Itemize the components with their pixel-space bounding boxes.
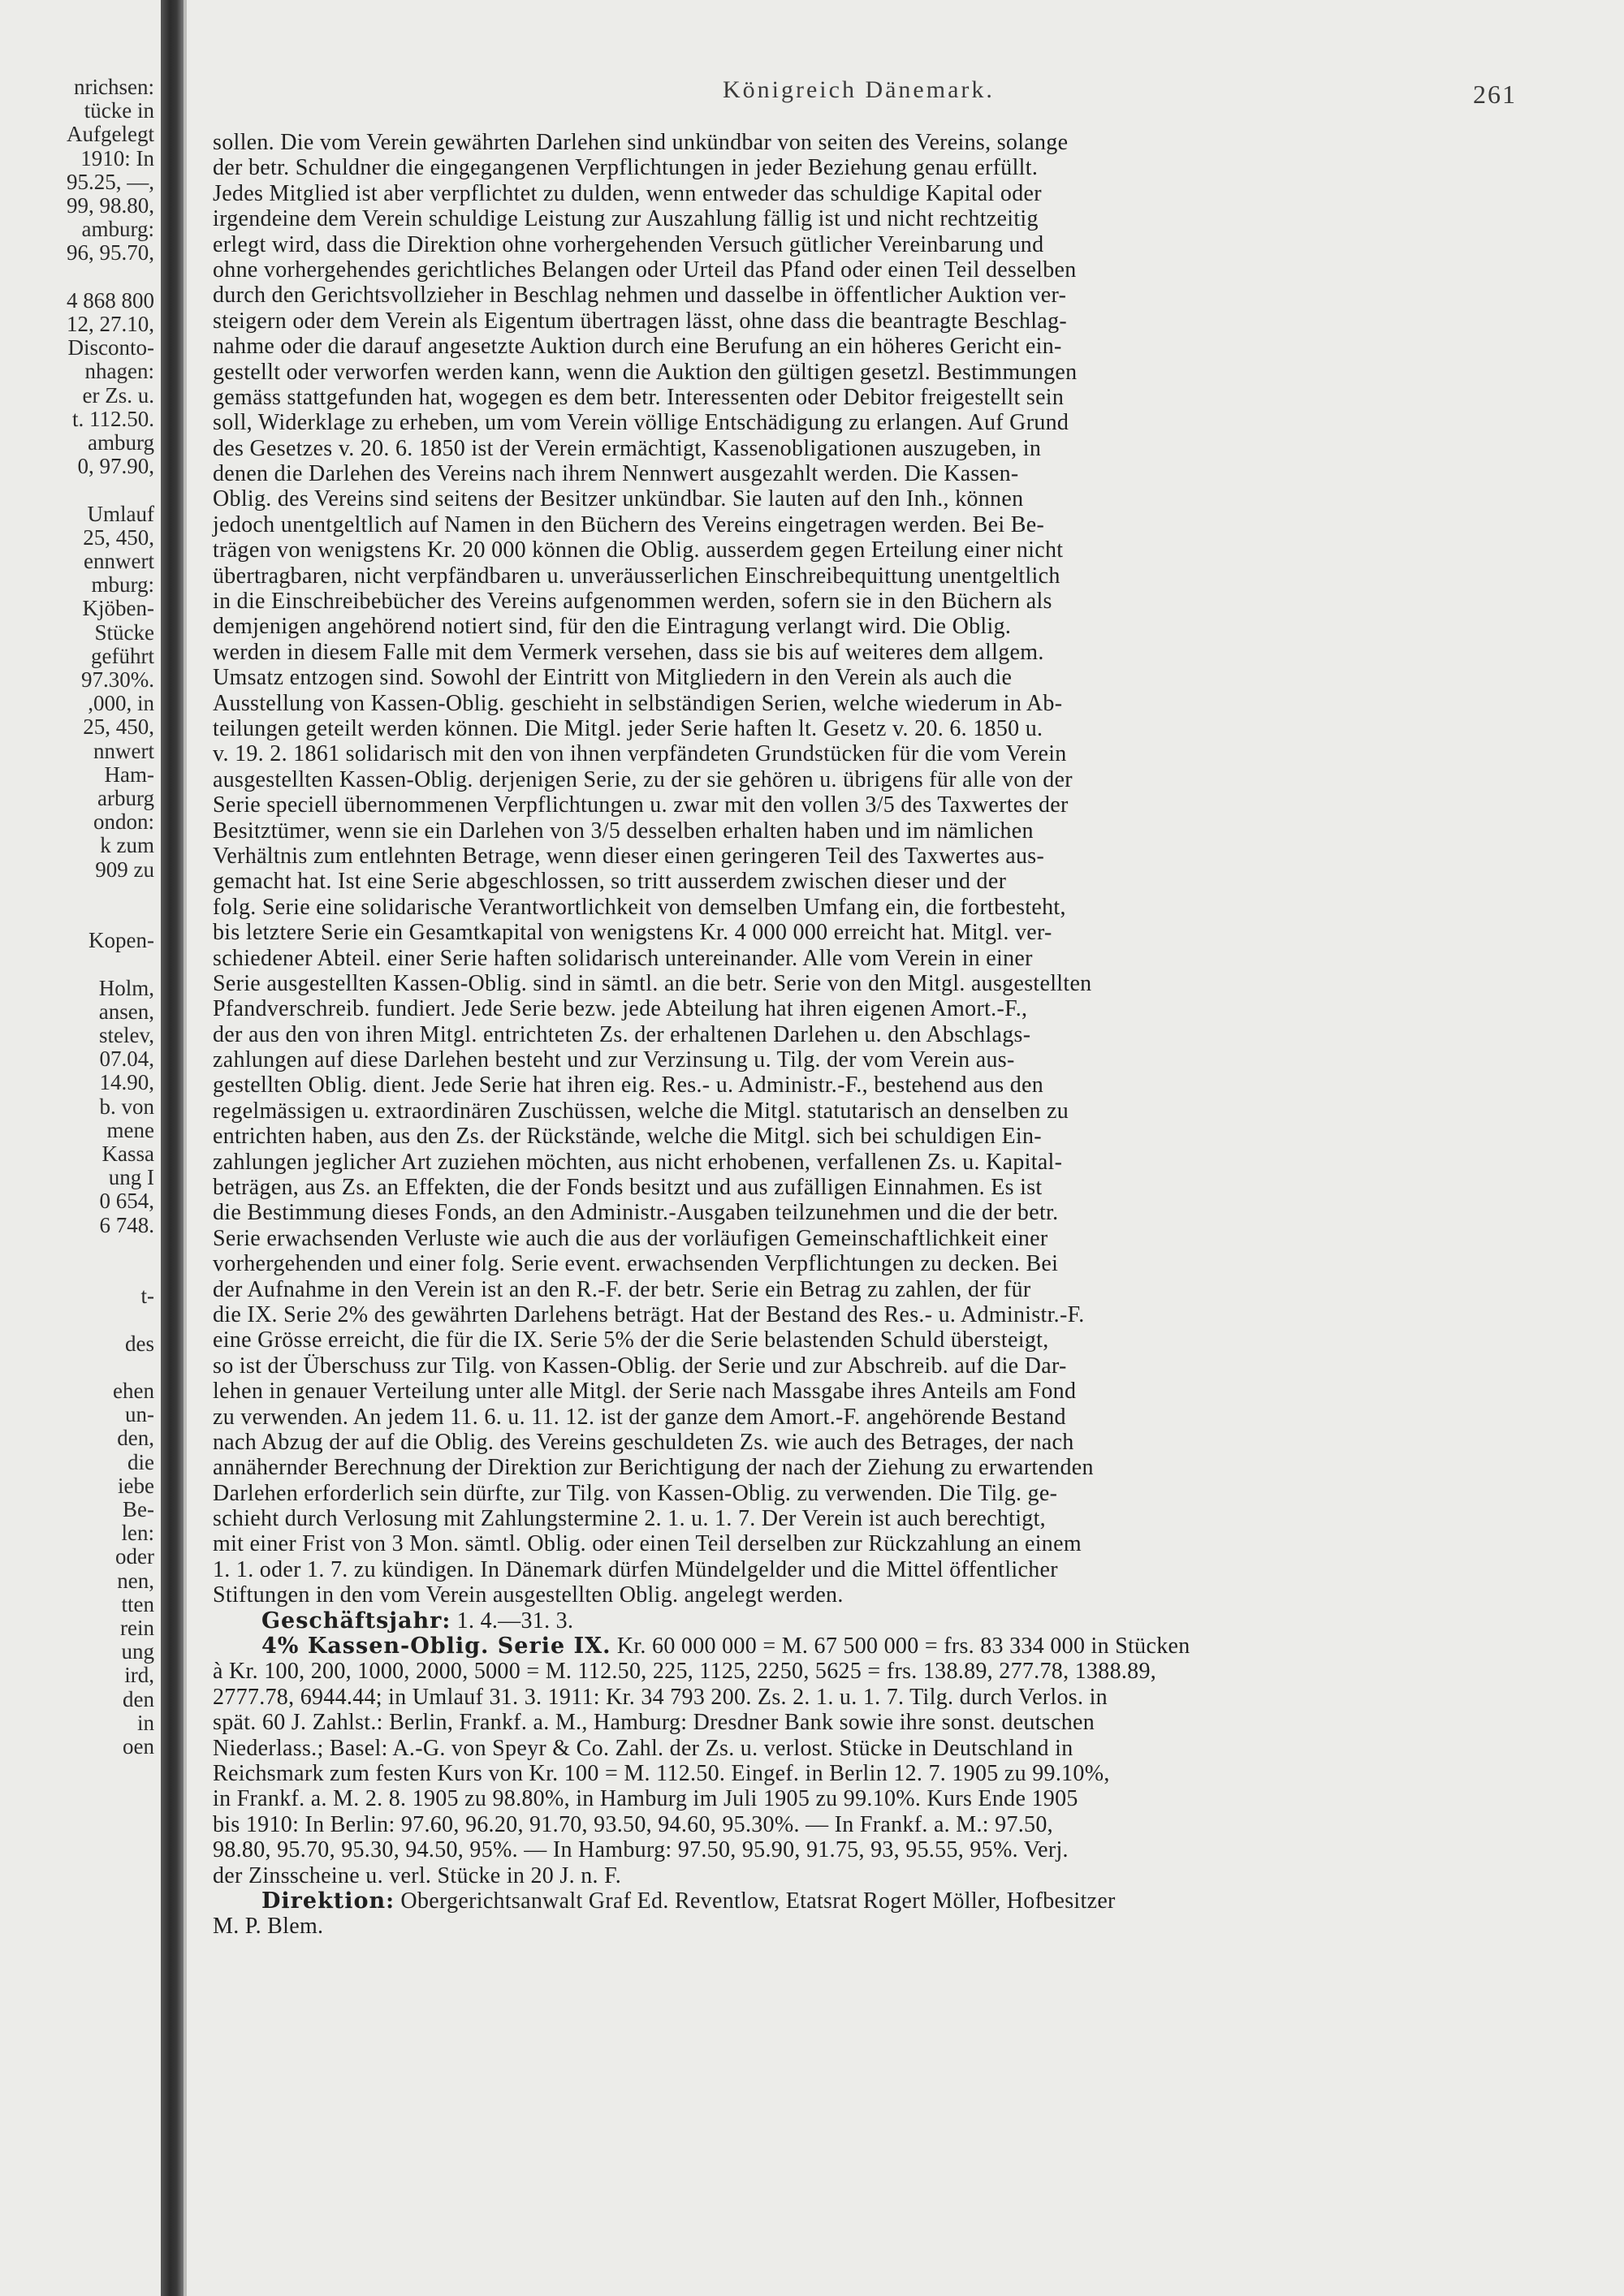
bond-text: Kr. 60 000 000 = M. 67 500 000 = frs. 83 334 000 in Stücken	[611, 1634, 1190, 1659]
text-line: zahlungen auf diese Darlehen besteht und zur Verzinsung u. Tilg. der vom Verein aus-	[213, 1047, 1015, 1073]
fragment-line: ehen	[113, 1379, 154, 1403]
fragment-line: des	[125, 1331, 154, 1356]
text-line: gemäss stattgefunden hat, wogegen es dem betr. Interessenten oder Debitor freigestellt sein	[213, 384, 1065, 410]
text-line: beträgen, aus Zs. an Effekten, die der Fonds besitzt und aus zufälligen Einnahmen. Es ist	[213, 1175, 1043, 1201]
fragment-line: Be-	[123, 1497, 154, 1521]
fragment-line: die	[127, 1449, 154, 1474]
text-line: die IX. Serie 2% des gewährten Darlehens beträgt. Hat der Bestand des Res.- u. Administr.-F.	[213, 1301, 1085, 1327]
text-line: werden in diesem Falle mit dem Vermerk versehen, dass sie bis auf weiteres dem allgem.	[213, 639, 1044, 665]
fragment-line: stelev,	[99, 1023, 154, 1047]
fiscal-year-value: 1. 4.—31. 3.	[451, 1608, 574, 1634]
fragment-line: mburg:	[91, 572, 154, 598]
fragment-line: k zum	[100, 833, 154, 858]
fragment-line: den	[123, 1686, 154, 1711]
fragment-line: len:	[121, 1521, 154, 1546]
text-line: zu verwenden. An jedem 11. 6. u. 11. 12. ist der ganze dem Amort.-F. angehörende Bestand	[213, 1404, 1066, 1430]
fragment-line: 14.90,	[99, 1070, 154, 1095]
fragment-line: ,000, in	[88, 691, 154, 716]
text-line: Serie speciell übernommenen Verpflichtungen u. zwar mit den vollen 3/5 des Taxwertes der	[213, 792, 1069, 818]
text-line: die Bestimmung dieses Fonds, an den Administr.-Ausgaben teilzunehmen und die der betr.	[213, 1200, 1059, 1226]
fragment-line: nnwert	[93, 738, 154, 763]
text-line: Serie ausgestellten Kassen-Oblig. sind in sämtl. an die betr. Serie von den Mitgl. ausgestellten	[213, 970, 1092, 996]
fragment-line: Kjöben-	[82, 596, 154, 621]
text-line: mit einer Frist von 3 Mon. sämtl. Oblig. oder einen Teil derselben zur Rückzahlung an einem	[213, 1531, 1082, 1557]
board-line	[213, 1888, 1512, 1914]
bond-text-line: 2777.78, 6944.44; in Umlauf 31. 3. 1911: Kr. 34 793 200. Zs. 2. 1. u. 1. 7. Tilg. durch Verlos. in	[213, 1684, 1108, 1710]
board-label: Direktion:	[261, 1888, 395, 1914]
text-line: demjenigen angehörend notiert sind, für den die Eintragung verlangt wird. Die Oblig.	[213, 614, 1012, 640]
text-line: Darlehen erforderlich sein dürfte, zur Tilg. von Kassen-Oblig. zu verwenden. Die Tilg. ge-	[213, 1480, 1058, 1506]
text-line: des Gesetzes v. 20. 6. 1850 ist der Verein ermächtigt, Kassenobligationen auszugeben, in	[213, 435, 1042, 461]
text-line: eine Grösse erreicht, die für die IX. Serie 5% der die Serie belastenden Schuld übersteigt,	[213, 1327, 1049, 1353]
text-line: der aus den von ihren Mitgl. entrichteten Zs. der erhaltenen Darlehen u. den Abschlags-	[213, 1021, 1031, 1047]
text-line: gestellten Oblig. dient. Jede Serie hat ihren eig. Res.- u. Administr.-F., bestehend aus den	[213, 1072, 1044, 1098]
bond-text-line: der Zinsscheine u. verl. Stücke in 20 J. n. F.	[213, 1862, 622, 1888]
fragment-line: tücke in	[84, 98, 154, 123]
bond-text-line: Niederlass.; Basel: A.-G. von Speyr & Co. Zahl. der Zs. u. verlost. Stücke in Deutschland in	[213, 1735, 1073, 1761]
running-head: Königreich Dänemark.	[723, 76, 995, 103]
text-line: folg. Serie eine solidarische Verantwortlichkeit von demselben Umfang ein, die fortbesteht,	[213, 894, 1066, 920]
fragment-line: 12, 27.10,	[67, 312, 154, 336]
text-line: erlegt wird, dass die Direktion ohne vorhergehenden Versuch gütlicher Vereinbarung und	[213, 231, 1044, 257]
text-line: ausgestellten Kassen-Oblig. derjenigen Serie, zu der sie gehören u. übrigens für alle von der	[213, 766, 1073, 792]
text-line: Serie erwachsenden Verluste wie auch die aus der vorläufigen Gemeinschaftlichkeit einer	[213, 1225, 1048, 1251]
fragment-line: 25, 450,	[83, 714, 154, 740]
fragment-line: t-	[140, 1284, 154, 1309]
fragment-line: in	[136, 1710, 154, 1735]
fragment-line: mene	[106, 1117, 154, 1142]
fragment-line: tten	[121, 1591, 154, 1616]
fragment-line: 95.25, —,	[67, 169, 154, 194]
gutter-edge	[184, 0, 187, 2296]
bond-text-line: à Kr. 100, 200, 1000, 2000, 5000 = M. 112.50, 225, 1125, 2250, 5625 = frs. 138.89, 277.78, 1388.89,	[213, 1659, 1157, 1685]
text-line: gestellt oder verworfen werden kann, wenn die Auktion den gültigen gesetzl. Bestimmungen	[213, 359, 1078, 385]
text-line: durch den Gerichtsvollzieher in Beschlag nehmen und dasselbe in öffentlicher Auktion ver-	[213, 283, 1067, 309]
fragment-line: Ham-	[104, 762, 154, 787]
fragment-line: 0 654,	[99, 1189, 154, 1214]
fragment-line: ennwert	[84, 549, 154, 573]
text-line: sollen. Die vom Verein gewährten Darlehen sind unkündbar von seiten des Vereins, solange	[213, 130, 1069, 155]
text-line: steigern oder dem Verein als Eigentum übertragen lässt, ohne dass die beantragte Beschlag-	[213, 308, 1068, 334]
text-line: nahme oder die darauf angesetzte Auktion durch eine Berufung an ein höheres Gericht ein-	[213, 334, 1062, 360]
text-line: vorhergehenden und einer folg. Serie event. erwachsenden Verpflichtungen zu decken. Bei	[213, 1251, 1059, 1277]
text-line: nach Abzug der auf die Oblig. des Vereins geschuldeten Zs. wie auch des Betrages, der nach	[213, 1429, 1074, 1455]
text-line: regelmässigen u. extraordinären Zuschüssen, welche die Mitgl. statutarisch an denselben zu	[213, 1098, 1069, 1124]
text-line: gemacht hat. Ist eine Serie abgeschlossen, so tritt ausserdem zwischen dieser und der	[213, 869, 1007, 895]
text-line: Verhältnis zum entlehnten Betrage, wenn dieser einen geringeren Teil des Taxwertes aus-	[213, 843, 1045, 869]
bond-text-line: spät. 60 J. Zahlst.: Berlin, Frankf. a. M., Hamburg: Dresdner Bank sowie ihre sonst. deutschen	[213, 1710, 1095, 1736]
text-line: ohne vorhergehendes gerichtliches Belangen oder Urteil das Pfand oder einen Teil desselben	[213, 257, 1077, 283]
text-line: Pfandverschreib. fundiert. Jede Serie bezw. jede Abteilung hat ihren eigenen Amort.-F.,	[213, 996, 1028, 1022]
bond-text-line: 98.80, 95.70, 95.30, 94.50, 95%. — In Hamburg: 97.50, 95.90, 91.75, 93, 95.55, 95%. Verj.	[213, 1837, 1069, 1863]
fragment-line: 4 868 800	[67, 287, 154, 313]
fragment-line: er Zs. u.	[82, 382, 154, 408]
fragment-line: 909 zu	[95, 857, 154, 882]
fragment-line: Disconto-	[67, 335, 154, 360]
bond-heading: 4% Kassen-Oblig. Serie IX.	[261, 1634, 611, 1659]
text-line: in die Einschreibebücher des Vereins aufgenommen werden, sofern sie in den Büchern als	[213, 589, 1052, 615]
bond-text-line: bis 1910: In Berlin: 97.60, 96.20, 91.70, 93.50, 94.60, 95.30%. — In Frankf. a. M.: 97.50,	[213, 1811, 1053, 1837]
fragment-line: geführt	[91, 643, 154, 668]
fragment-line: 99, 98.80,	[67, 193, 154, 218]
fragment-line: t. 112.50.	[72, 406, 154, 431]
fragment-line: un-	[125, 1402, 154, 1427]
text-line: der Aufnahme in den Verein ist an den R.-F. der betr. Serie ein Betrag zu zahlen, der für	[213, 1276, 1031, 1302]
text-line: Umsatz entzogen sind. Sowohl der Eintritt von Mitgliedern in den Verein als auch die	[213, 665, 1013, 691]
text-line: jedoch unentgeltlich auf Namen in den Büchern des Vereins eingetragen werden. Bei Be-	[213, 511, 1045, 537]
fragment-line: ansen,	[98, 999, 154, 1024]
fragment-line: ung	[121, 1639, 154, 1664]
text-line: lehen in genauer Verteilung unter alle Mitgl. der Serie nach Massgabe ihres Anteils am Fond	[213, 1379, 1077, 1405]
bond-heading-line	[213, 1634, 1512, 1659]
text-line: so ist der Überschuss zur Tilg. von Kassen-Oblig. der Serie und zur Abschreib. auf die Dar-	[213, 1353, 1067, 1379]
text-line: übertragbaren, nicht verpfändbaren u. unveräusserlichen Einschreibequittung unentgeltlich	[213, 563, 1060, 589]
fragment-line: oder	[115, 1544, 154, 1569]
fragment-line: 07.04,	[99, 1047, 154, 1072]
text-line: v. 19. 2. 1861 solidarisch mit den von ihnen verpfändeten Grundstücken für die vom Verein	[213, 741, 1067, 767]
fragment-line: oen	[123, 1734, 154, 1759]
board-line-2: M. P. Blem.	[213, 1914, 324, 1940]
fragment-line: amburg:	[81, 217, 154, 242]
fragment-line: 96, 95.70,	[67, 240, 154, 265]
fragment-line: nrichsen:	[74, 75, 154, 99]
text-line: der betr. Schuldner die eingegangenen Verpflichtungen in jeder Beziehung genau erfüllt.	[213, 155, 1039, 181]
text-line: entrichten haben, aus den Zs. der Rückstände, welche die Mitgl. sich bei schuldigen Ein-	[213, 1124, 1042, 1150]
fragment-line: den,	[117, 1426, 154, 1451]
text-line: schieht durch Verlosung mit Zahlungstermine 2. 1. u. 1. 7. Der Verein ist auch berechtigt,	[213, 1506, 1046, 1532]
text-line: zahlungen jeglicher Art zuziehen möchten, aus nicht erhobenen, verfallenen Zs. u. Kapital-	[213, 1149, 1063, 1175]
fragment-line: Kassa	[102, 1142, 154, 1166]
text-line: Jedes Mitglied ist aber verpflichtet zu dulden, wenn entweder das schuldige Kapital oder	[213, 180, 1042, 206]
fragment-line: iebe	[118, 1473, 154, 1498]
fragment-line: ung I	[108, 1165, 154, 1190]
text-line: bis letztere Serie ein Gesamtkapital von wenigstens Kr. 4 000 000 erreicht hat. Mitgl. ver-	[213, 920, 1052, 946]
fragment-line: rein	[120, 1616, 154, 1640]
fragment-line: 97.30%.	[81, 667, 154, 692]
fragment-line: arburg	[97, 786, 154, 810]
fiscal-year-line	[213, 1608, 1512, 1634]
bond-text-line: Reichsmark zum festen Kurs von Kr. 100 = M. 112.50. Eingef. in Berlin 12. 7. 1905 zu 99.10%,	[213, 1761, 1110, 1786]
text-line: Stiftungen in den vom Verein ausgestellten Oblig. angelegt werden.	[213, 1582, 844, 1608]
fragment-line: 0, 97.90,	[77, 454, 154, 479]
fragment-line: Umlauf	[87, 501, 154, 526]
fragment-line: amburg	[88, 430, 154, 455]
main-text-block	[213, 130, 1512, 1940]
text-line: Ausstellung von Kassen-Oblig. geschieht in selbständigen Serien, welche wiederum in Ab-	[213, 690, 1063, 716]
text-line: trägen von wenigstens Kr. 20 000 können die Oblig. ausserdem gegen Erteilung einer nicht	[213, 537, 1064, 563]
text-line: Besitztümer, wenn sie ein Darlehen von 3/5 desselben erhalten haben und im nämlichen	[213, 818, 1034, 844]
text-line: Oblig. des Vereins sind seitens der Besitzer unkündbar. Sie lauten auf den Inh., können	[213, 486, 1024, 512]
page-number: 261	[1473, 80, 1517, 109]
fragment-line: ondon:	[93, 809, 154, 835]
fragment-line: nhagen:	[84, 359, 154, 384]
fragment-line: Holm,	[98, 975, 154, 1000]
fragment-line: ird,	[124, 1663, 154, 1688]
book-gutter	[161, 0, 184, 2296]
fragment-line: b. von	[99, 1094, 154, 1119]
adjacent-page-fragment	[0, 75, 159, 2267]
fragment-line: 6 748.	[99, 1212, 154, 1237]
text-line: irgendeine dem Verein schuldige Leistung zur Auszahlung fällig ist und nicht rechtzeitig	[213, 206, 1039, 232]
text-line: schiedener Abteil. einer Serie haften solidarisch untereinander. Alle vom Verein in einer	[213, 945, 1033, 971]
text-line: annähernder Berechnung der Direktion zur Berichtigung der nach der Ziehung zu erwartenden	[213, 1455, 1094, 1481]
text-line: denen die Darlehen des Vereins nach ihrem Nennwert ausgezahlt werden. Die Kassen-	[213, 461, 1019, 487]
fragment-line: Stücke	[94, 619, 154, 645]
text-line: teilungen geteilt werden können. Die Mitgl. jeder Serie haften lt. Gesetz v. 20. 6. 1850 u.	[213, 715, 1043, 741]
bond-text-line: in Frankf. a. M. 2. 8. 1905 zu 98.80%, in Hamburg im Juli 1905 zu 99.10%. Kurs Ende 1905	[213, 1786, 1078, 1812]
fragment-line: nen,	[117, 1568, 154, 1593]
fragment-line: Aufgelegt	[67, 122, 154, 147]
fragment-line: 25, 450,	[83, 524, 154, 550]
text-line: 1. 1. oder 1. 7. zu kündigen. In Dänemark dürfen Mündelgelder und die Mittel öffentlicher	[213, 1556, 1058, 1582]
fragment-line: Kopen-	[89, 928, 154, 953]
fragment-line: 1910: In	[80, 145, 154, 170]
fiscal-year-label: Geschäftsjahr:	[261, 1608, 451, 1634]
text-line: soll, Widerklage zu erheben, um vom Verein völlige Entschädigung zu erlangen. Auf Grund	[213, 410, 1069, 436]
board-names: Obergerichtsanwalt Graf Ed. Reventlow, Etatsrat Rogert Möller, Hofbesitzer	[395, 1888, 1116, 1914]
